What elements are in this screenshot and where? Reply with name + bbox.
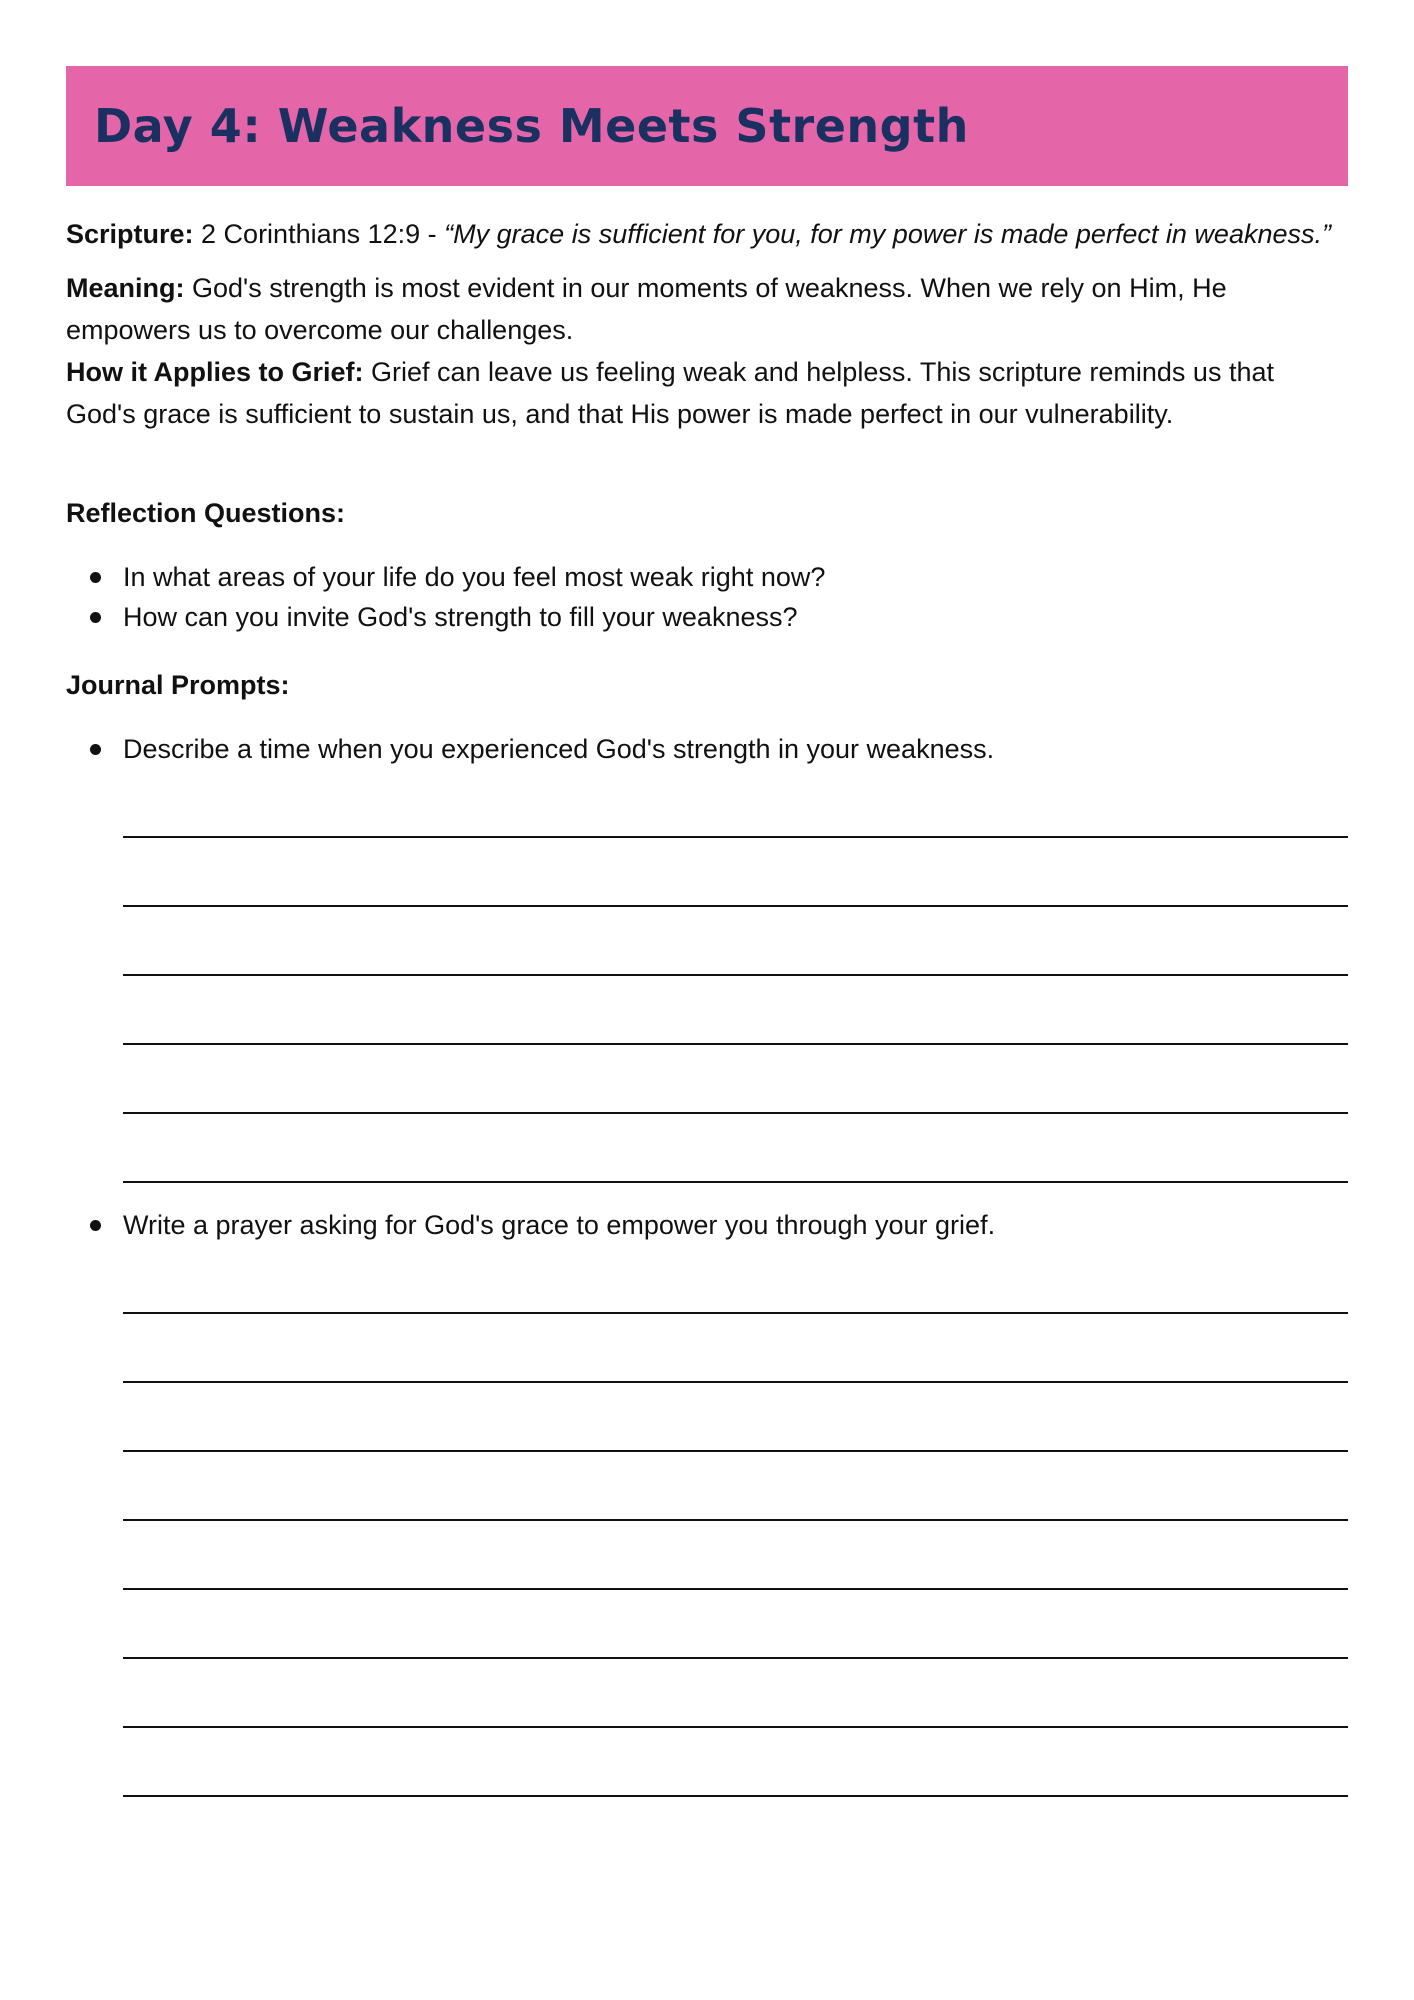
bullet-icon (90, 572, 101, 583)
writing-line[interactable] (123, 976, 1348, 1045)
list-item (66, 597, 1348, 637)
page-title: Day 4: Weakness Meets Strength (94, 99, 969, 153)
reflection-heading: Reflection Questions: (66, 498, 346, 528)
bullet-icon (90, 1220, 101, 1231)
scripture-reference: 2 Corinthians 12:9 - (193, 219, 445, 249)
bullet-icon (90, 744, 101, 755)
writing-line[interactable] (123, 1314, 1348, 1383)
writing-line[interactable] (123, 1045, 1348, 1114)
applies-label: How it Applies to Grief: (66, 357, 364, 387)
writing-line[interactable] (123, 1452, 1348, 1521)
writing-line[interactable] (123, 1114, 1348, 1183)
scripture-quote: “My grace is sufficient for you, for my power is made perfect in weakness.” (444, 219, 1331, 249)
journal-heading: Journal Prompts: (66, 670, 290, 700)
writing-line[interactable] (123, 769, 1348, 838)
list-item (66, 1205, 1348, 1245)
journal-prompt (66, 729, 1348, 1183)
writing-line[interactable] (123, 1659, 1348, 1728)
writing-line[interactable] (123, 1590, 1348, 1659)
reflection-question: How can you invite God's strength to fill your weakness? (123, 602, 798, 632)
meaning-text: God's strength is most evident in our moments of weakness. When we rely on Him, He empowers us to overcome our challenges. (66, 273, 1227, 345)
reflection-list (66, 557, 1348, 637)
prompt-text: Write a prayer asking for God's grace to empower you through your grief. (123, 1210, 996, 1240)
scripture-label: Scripture: (66, 219, 194, 249)
writing-line[interactable] (123, 907, 1348, 976)
prompt-text: Describe a time when you experienced God's strength in your weakness. (123, 734, 995, 764)
writing-line[interactable] (123, 838, 1348, 907)
reflection-question: In what areas of your life do you feel most weak right now? (123, 562, 826, 592)
applies-paragraph (66, 351, 1348, 435)
writing-line[interactable] (123, 1245, 1348, 1314)
list-item (66, 557, 1348, 597)
writing-lines (123, 1245, 1348, 1797)
writing-lines (123, 769, 1348, 1183)
journal-prompt (66, 1205, 1348, 1797)
scripture-paragraph (66, 213, 1348, 255)
meaning-label: Meaning: (66, 273, 185, 303)
writing-line[interactable] (123, 1728, 1348, 1797)
meaning-paragraph (66, 267, 1348, 351)
bullet-icon (90, 612, 101, 623)
writing-line[interactable] (123, 1383, 1348, 1452)
writing-line[interactable] (123, 1521, 1348, 1590)
applies-text: Grief can leave us feeling weak and helpless. This scripture reminds us that God's grace is sufficient to sustain us, and that His power is made perfect in our vulnerability. (66, 357, 1274, 429)
list-item (66, 729, 1348, 769)
title-banner (66, 66, 1348, 186)
